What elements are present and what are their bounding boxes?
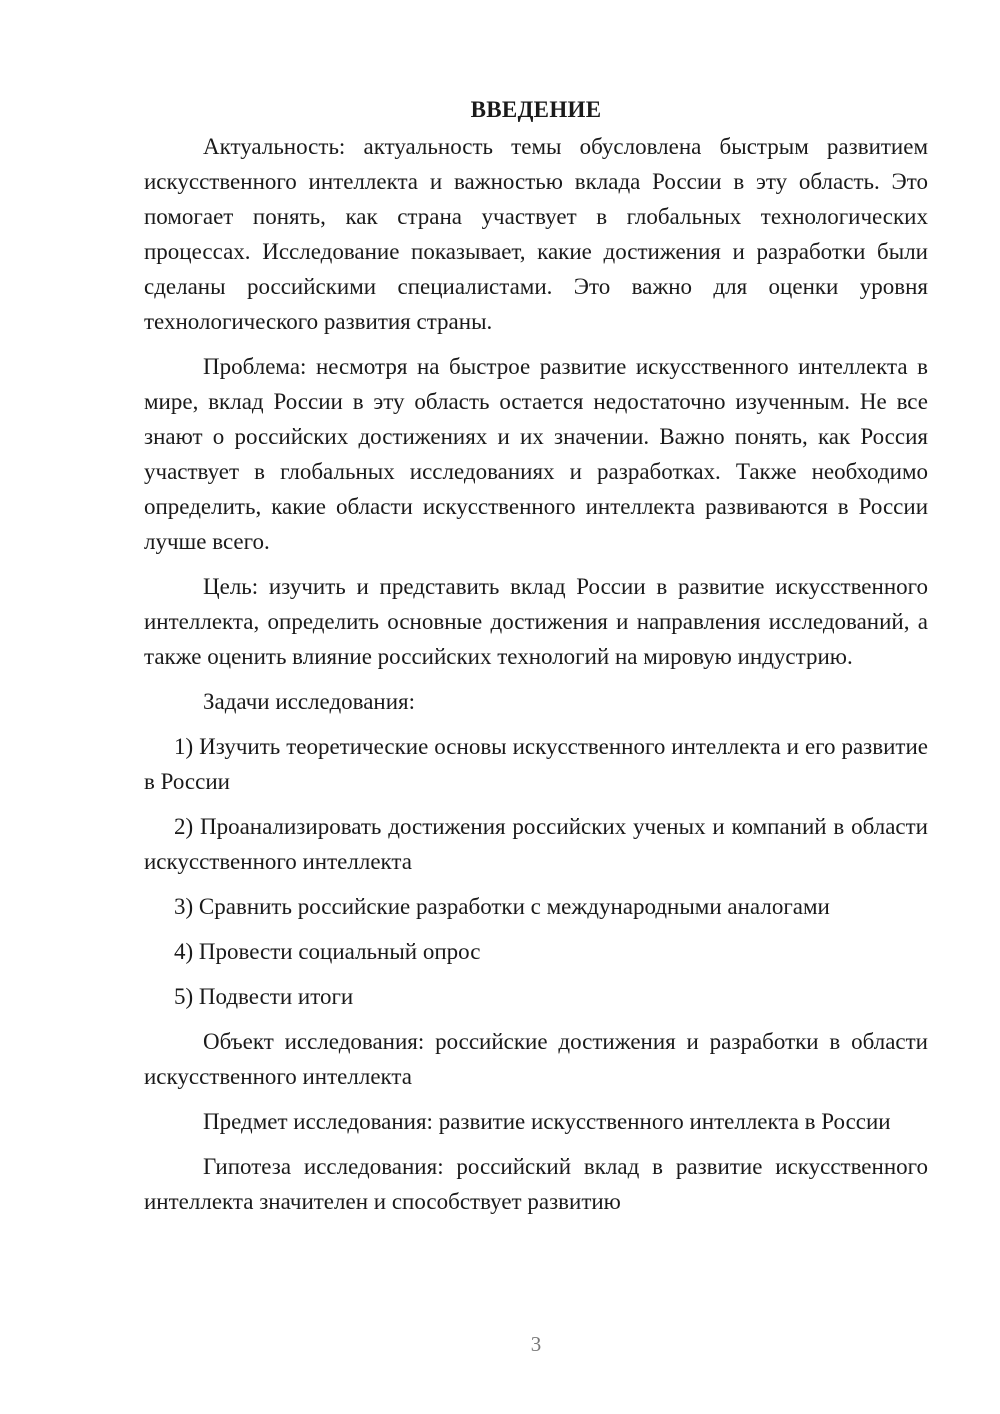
task-item: 2) Проанализировать достижения российских ученых и компаний в области искусственного интеллекта [144,814,928,874]
task-item: 4) Провести социальный опрос [174,939,481,964]
hypothesis-paragraph: Гипотеза исследования: российский вклад в развитие искусственного интеллекта значителен и способствует развитию [144,1154,928,1214]
problem-paragraph: Проблема: несмотря на быстрое развитие искусственного интеллекта в мире, вклад России в эту область остается недостаточно изученным. Не все знают о российских достижениях и их значении. Важно понять, как Россия участвует в глобальных исследованиях и разработках. Также необходимо определить, какие области искусственного интеллекта развиваются в России лучше всего. [144,354,928,554]
task-item: 1) Изучить теоретические основы искусственного интеллекта и его развитие в России [144,734,928,794]
page-number: 3 [530,1332,542,1356]
object-paragraph: Объект исследования: российские достижения и разработки в области искусственного интеллекта [144,1029,928,1089]
relevance-paragraph: Актуальность: актуальность темы обусловлена быстрым развитием искусственного интеллекта и важностью вклада России в эту область. Это помогает понять, как страна участвует в глобальных технологических процессах. Исследование показывает, какие достижения и разработки были сделаны российскими специалистами. Это важно для оценки уровня технологического развития страны. [144,134,928,334]
section-title: ВВЕДЕНИЕ [470,97,602,122]
task-item: 3) Сравнить российские разработки с международными аналогами [174,894,830,919]
task-item: 5) Подвести итоги [174,984,354,1009]
subject-paragraph: Предмет исследования: развитие искусственного интеллекта в России [203,1109,891,1134]
tasks-heading: Задачи исследования: [203,689,416,714]
goal-paragraph: Цель: изучить и представить вклад России в развитие искусственного интеллекта, определить основные достижения и направления исследований, а также оценить влияние российских технологий на мировую индустрию. [144,574,928,669]
document-page [144,92,928,1229]
